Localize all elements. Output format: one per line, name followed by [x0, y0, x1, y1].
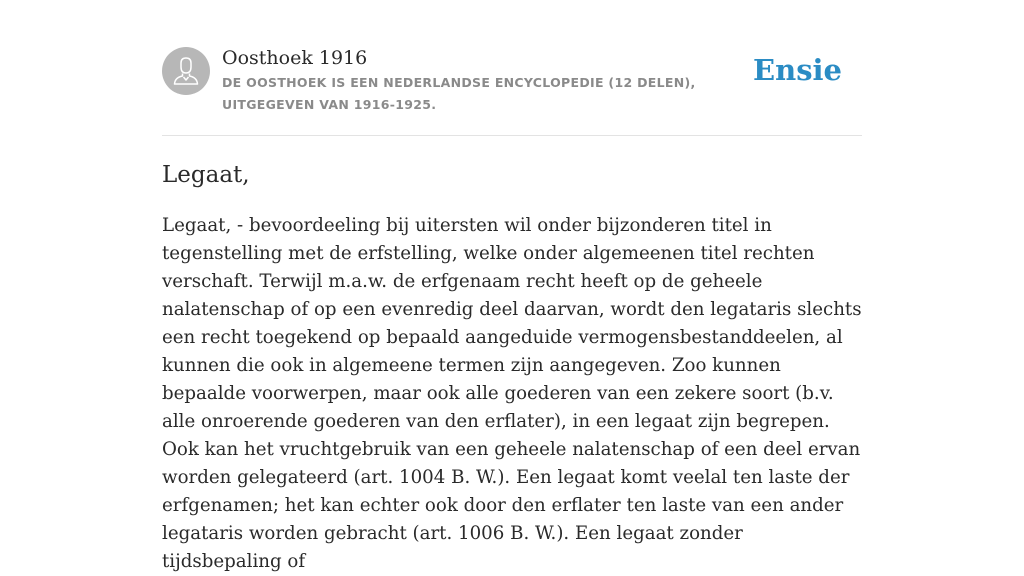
- article-body: Legaat, - bevoordeeling bij uitersten wil onder bijzonderen titel in tegenstelling met de erfstelling, welke onder algemeenen titel rechten verschaft. Terwijl m.a.w. de erfgenaam recht heeft op de geheele nalatenschap of op een evenredig deel daarvan, wordt den legataris slechts een recht toegekend op bepaald aangeduide vermogensbestanddeelen, al kunnen die ook in algemeene termen zijn aangegeven. Zoo kunnen bepaalde voorwerpen, maar ook alle goederen van een zekere soort (b.v. alle onroerende goederen van den erflater), in een legaat zijn begrepen. Ook kan het vruchtgebruik van een geheele nalatenschap of een deel ervan worden gelegateerd (art. 1004 B. W.). Een legaat komt veelal ten laste der erfgenamen; het kan echter ook door den erflater ten laste van een ander legataris worden gebracht (art. 1006 B. W.). Een legaat zonder tijdsbepaling of: [162, 215, 862, 572]
- article-title: Legaat,: [162, 162, 250, 188]
- source-name[interactable]: Oosthoek 1916: [222, 47, 368, 69]
- person-outline-icon: [171, 55, 201, 87]
- source-description: DE OOSTHOEK IS EEN NEDERLANDSE ENCYCLOPEDIE (12 DELEN), UITGEGEVEN VAN 1916-1925.: [222, 75, 696, 112]
- ensie-logo-link[interactable]: Ensie: [753, 53, 842, 87]
- source-header: [162, 40, 862, 136]
- user-avatar-icon[interactable]: [162, 47, 210, 95]
